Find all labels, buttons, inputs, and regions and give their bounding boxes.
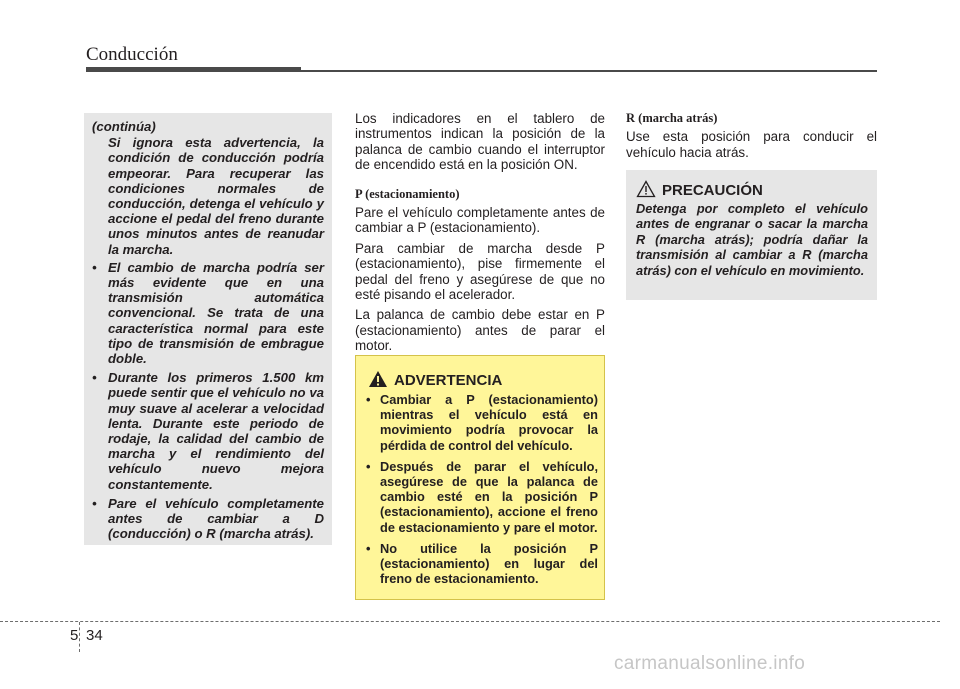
- bullet-glyph: •: [366, 392, 371, 407]
- park-paragraph: Para cambiar de marcha desde P (estacionamiento), pise firmemente el pedal del freno y asegúrese de que no esté pisando el acelerador.: [355, 240, 605, 303]
- page-number: 34: [86, 627, 103, 644]
- park-paragraph: Pare el vehículo completamente antes de cambiar a P (estacionamiento).: [355, 205, 605, 236]
- footer-divider: [79, 622, 80, 652]
- list-item: [366, 392, 598, 453]
- chapter-number: 5: [70, 627, 79, 644]
- caution-title: [636, 180, 763, 199]
- caution-triangle-icon: [636, 180, 656, 198]
- right-column: [626, 111, 877, 160]
- continued-label: (continúa): [92, 119, 156, 134]
- bullet-glyph: •: [92, 495, 97, 511]
- list-item-text: Pare el vehículo completamente antes de cambiar a D (conducción) o R (marcha atrás).: [108, 495, 324, 542]
- warning-triangle-icon: [368, 370, 388, 388]
- watermark: carmanualsonline.info: [614, 653, 806, 674]
- list-item-text: Después de parar el vehículo, asegúrese de que la palanca de cambio esté en la posición P (estacionamiento), accione el freno de estacionamiento y pare el motor.: [380, 458, 598, 535]
- warning-title: [368, 370, 502, 389]
- park-heading: P (estacionamiento): [355, 186, 460, 201]
- caution-text: Detenga por completo el vehículo antes de engranar o sacar la marcha R (marcha atrás); podría dañar la transmisión al cambiar a R (marcha atrás) con el vehículo en movimiento.: [636, 201, 868, 278]
- warning-bullet-list: [366, 392, 598, 592]
- list-item: [92, 496, 324, 542]
- bullet-glyph: •: [366, 458, 371, 474]
- header-rule-thick: [86, 67, 301, 72]
- list-item: [366, 459, 598, 535]
- reverse-heading: R (marcha atrás): [626, 111, 718, 125]
- caution-title-text: PRECAUCIÓN: [662, 182, 763, 199]
- footer-rule: [0, 621, 940, 622]
- page-title: Conducción: [86, 44, 178, 65]
- warning-title-text: ADVERTENCIA: [394, 372, 503, 389]
- continued-first-paragraph: Si ignora esta advertencia, la condición de conducción podría empeorar. Para recuperar las condiciones normales de conducción, detenga el vehículo y accione el pedal del freno durante unos minutos antes de reanudar la marcha.: [108, 135, 324, 257]
- continued-bullet-list: [92, 260, 324, 542]
- gear-indicator-intro: Los indicadores en el tablero de instrumentos indican la posición de la palanca de cambio cuando el interruptor de encendido está en la posición ON.: [355, 111, 605, 173]
- warning-box: [355, 355, 605, 600]
- bullet-glyph: •: [92, 259, 97, 275]
- list-item: [92, 260, 324, 366]
- list-item: [92, 370, 324, 492]
- list-item: [366, 541, 598, 587]
- caution-box: [626, 170, 877, 300]
- park-paragraph: La palanca de cambio debe estar en P (estacionamiento) antes de parar el motor.: [355, 307, 605, 354]
- list-item-text: El cambio de marcha podría ser más evidente que en una transmisión automática convencional. Se trata de una característica normal para este tipo de transmisión de embrague doble.: [108, 259, 324, 367]
- list-item-text: Durante los primeros 1.500 km puede sentir que el vehículo no va muy suave al acelerar a velocidad lenta. Durante este periodo de rodaje, la calidad del cambio de marcha y el rendimiento del vehículo nuevo mejora constantemente.: [108, 370, 324, 492]
- header-rule-thin: [301, 70, 877, 72]
- bullet-glyph: •: [366, 540, 371, 556]
- middle-column: [355, 111, 605, 359]
- continued-note-box: [84, 113, 332, 545]
- list-item-text: Cambiar a P (estacionamiento) mientras el vehículo está en movimiento podría provocar la pérdida de control del vehículo.: [380, 392, 598, 453]
- bullet-glyph: •: [92, 370, 97, 386]
- list-item-text: No utilice la posición P (estacionamiento) en lugar del freno de estacionamiento.: [380, 540, 598, 587]
- reverse-paragraph: Use esta posición para conducir el vehículo hacia atrás.: [626, 129, 877, 160]
